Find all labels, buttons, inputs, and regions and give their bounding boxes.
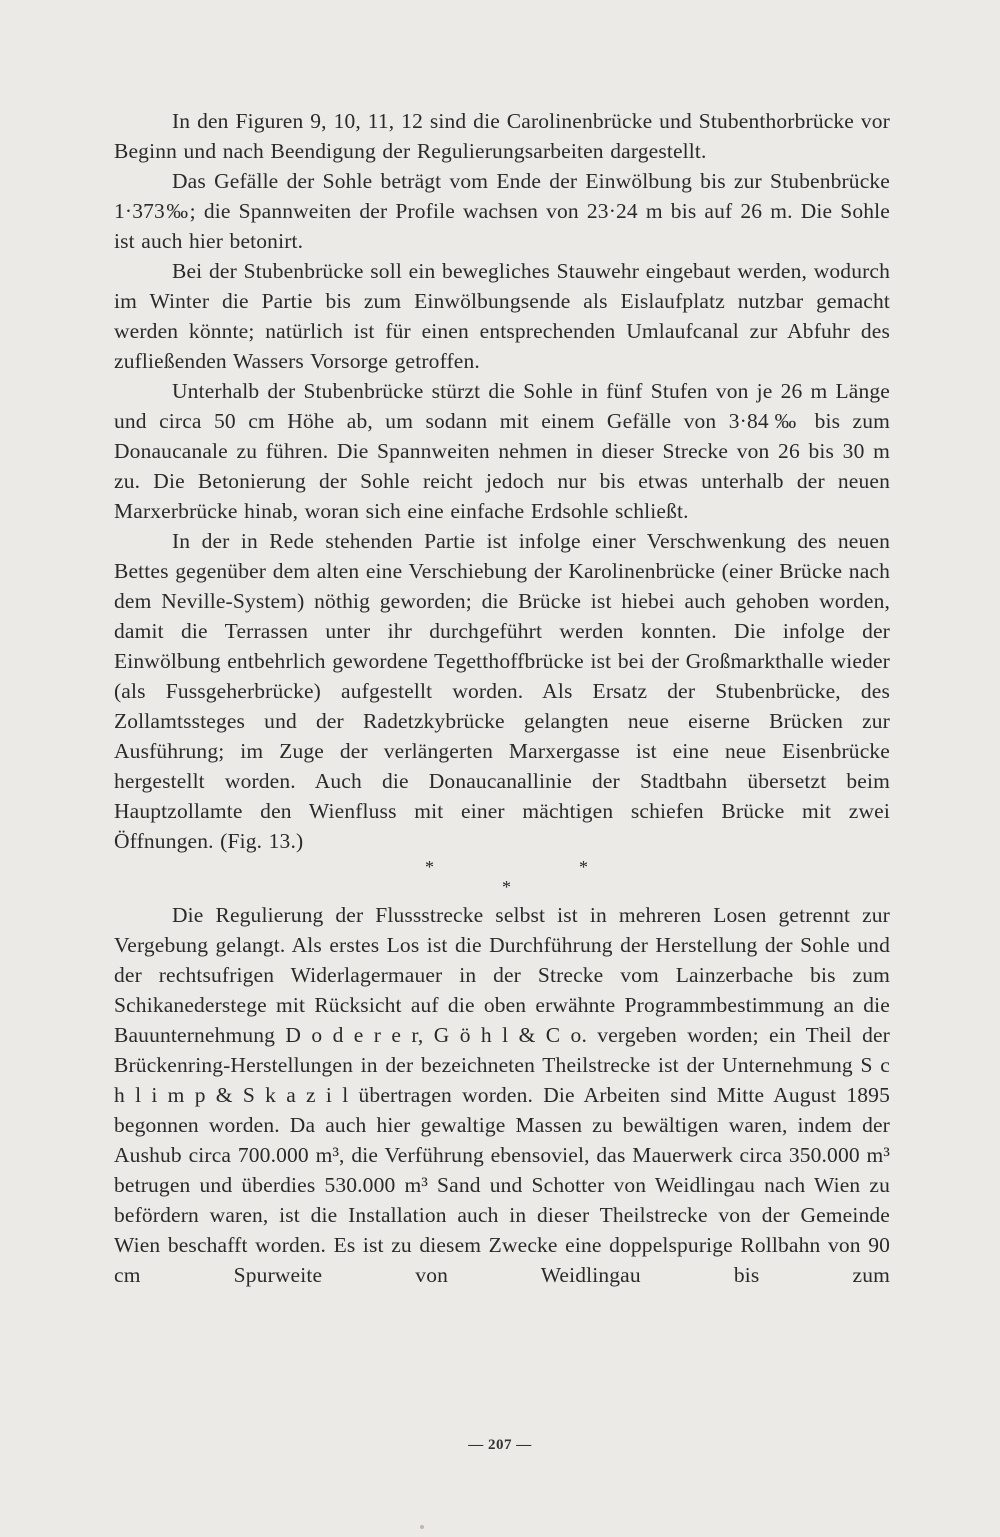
paragraph-1: In den Figuren 9, 10, 11, 12 sind die Carolinenbrücke und Stubenthorbrücke vor Beginn und nach Beendigung der Regulierungsarbeiten dargestellt. [114, 109, 890, 163]
asterisk: * [579, 857, 588, 877]
paragraph-3: Bei der Stubenbrücke soll ein bewegliches Stauwehr eingebaut werden, wodurch im Winter die Partie bis zum Einwölbungsende als Eislaufplatz nutzbar gemacht werden könnte; natürlich ist für einen entsprechenden Umlaufcanal zur Abfuhr des zufließenden Wassers Vorsorge getroffen. [114, 259, 890, 373]
paper-speck [420, 1525, 424, 1529]
body-text [114, 106, 890, 1290]
page-number: — 207 — [468, 1437, 532, 1453]
asterisk: * [425, 857, 434, 877]
paragraph-4: Unterhalb der Stubenbrücke stürzt die Sohle in fünf Stufen von je 26 m Länge und circa 50 cm Höhe ab, um sodann mit einem Gefälle von 3·84‰ bis zum Donaucanale zu führen. Die Spannweiten nehmen in dieser Strecke von 26 bis 30 m zu. Die Betonierung der Sohle reicht jedoch nur bis etwas unterhalb der neuen Marxerbrücke hinab, woran sich eine einfache Erdsohle schließt. [114, 379, 890, 523]
asterisk: * [502, 877, 511, 897]
paragraph-6: Die Regulierung der Flussstrecke selbst ist in mehreren Losen getrennt zur Vergebung gelangt. Als erstes Los ist die Durchführung der Herstellung der Sohle und der rechtsufrigen Widerlagermauer in der Strecke vom Lainzerbache bis zum Schikanederstege mit Rücksicht auf die oben erwähnte Programmbestimmung an die Bauunternehmung D o d e r e r, G ö h l & C o. vergeben worden; ein Theil der Brückenring-Herstellungen in der bezeichneten Theilstrecke ist der Unternehmung S c h l i m p & S k a z i l übertragen worden. Die Arbeiten sind Mitte August 1895 begonnen worden. Da auch hier gewaltige Massen zu bewältigen waren, indem der Aushub circa 700.000 m³, die Verführung ebensoviel, das Mauerwerk circa 350.000 m³ betrugen und überdies 530.000 m³ Sand und Schotter von Weidlingau nach Wien zu befördern waren, ist die Installation auch in dieser Theilstrecke von der Gemeinde Wien beschafft worden. Es ist zu diesem Zwecke eine doppelspurige Rollbahn von 90 cm Spurweite von Weidlingau bis zum [114, 903, 890, 1287]
paragraph-2: Das Gefälle der Sohle beträgt vom Ende der Einwölbung bis zur Stubenbrücke 1·373‰; die Spannweiten der Profile wachsen von 23·24 m bis auf 26 m. Die Sohle ist auch hier betonirt. [114, 169, 890, 253]
paragraph-5: In der in Rede stehenden Partie ist infolge einer Verschwenkung des neuen Bettes gegenüber dem alten eine Verschiebung der Karolinenbrücke (einer Brücke nach dem Neville-System) nöthig geworden; die Brücke ist hiebei auch gehoben worden, damit die Terrassen unter ihr durchgeführt werden konnten. Die infolge der Einwölbung entbehrlich gewordene Tegetthoffbrücke ist bei der Großmarkthalle wieder (als Fussgeherbrücke) aufgestellt worden. Als Ersatz der Stubenbrücke, des Zollamtssteges und der Radetzkybrücke gelangten neue eiserne Brücken zur Ausführung; im Zuge der verlängerten Marxergasse ist eine neue Eisenbrücke hergestellt worden. Auch die Donaucanallinie der Stadtbahn übersetzt beim Hauptzollamte den Wienfluss mit einer mächtigen schiefen Brücke mit zwei Öffnungen. (Fig. 13.) [114, 529, 890, 853]
section-separator [114, 856, 890, 900]
